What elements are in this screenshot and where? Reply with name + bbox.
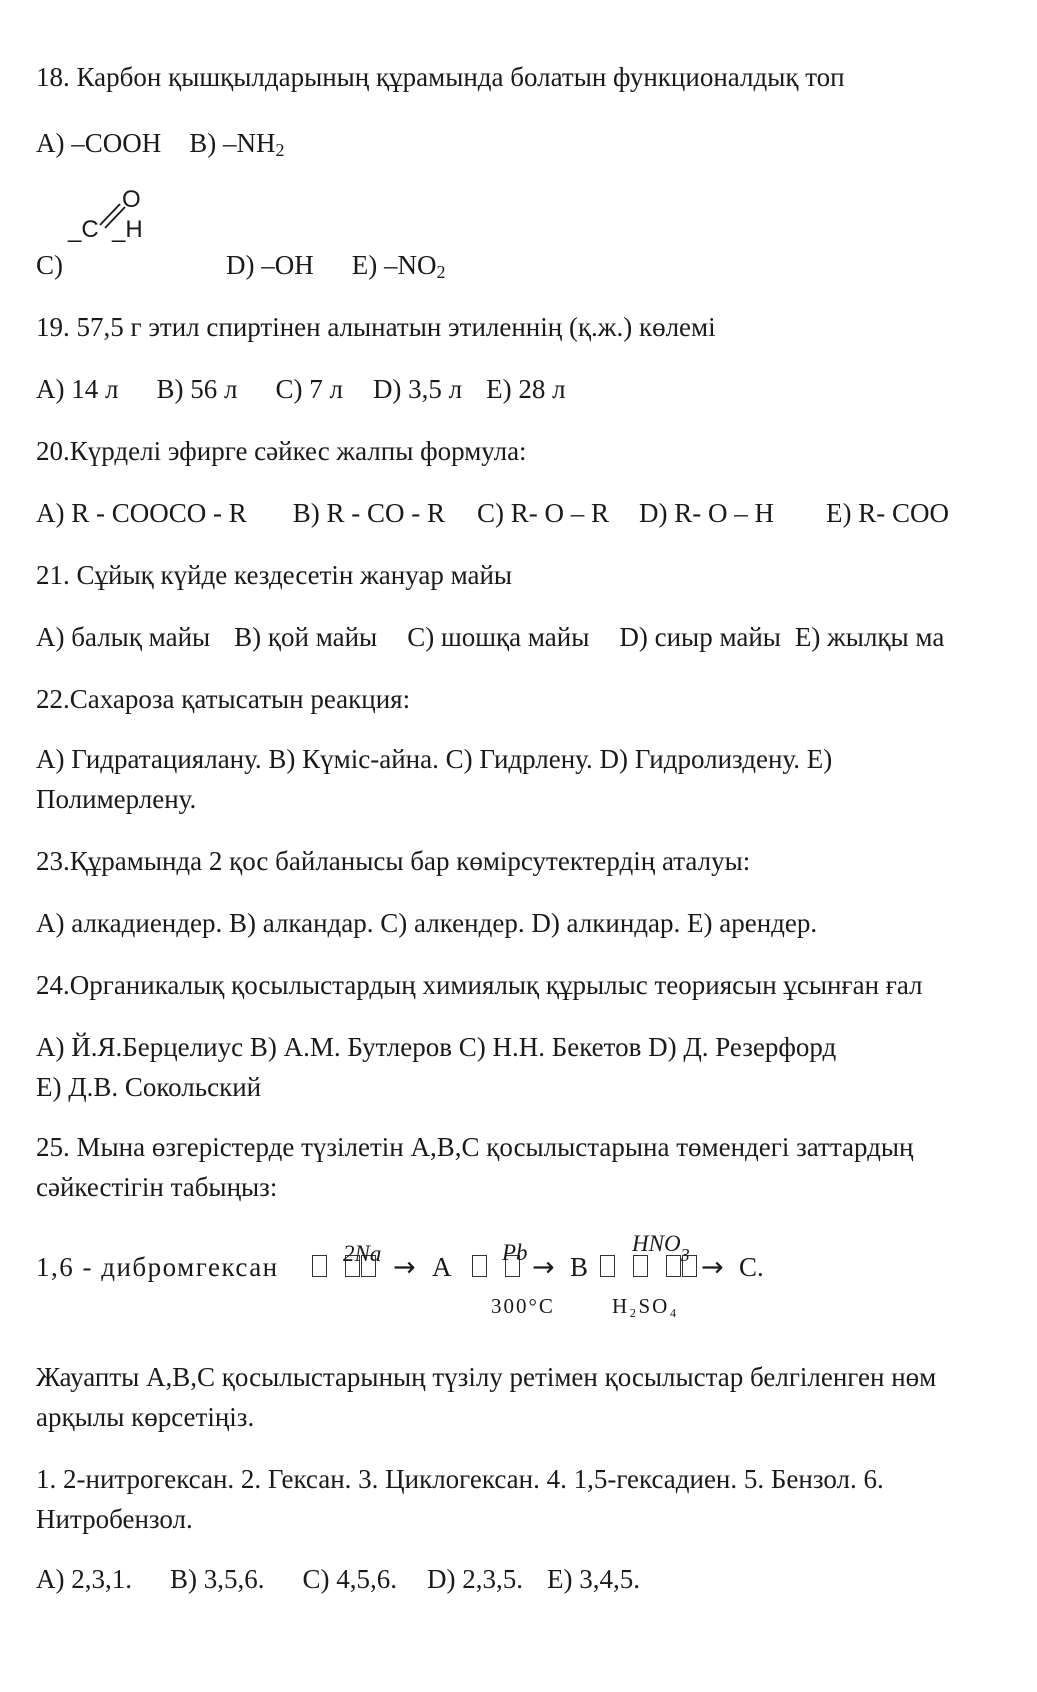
q19-options [36, 376, 566, 403]
q25-answer-line1: Жауапты A,B,C қосылыстарының түзілу ретімен қосылыстар белгіленген нөм [36, 1362, 937, 1392]
aldehyde-o: O [122, 186, 141, 213]
q19-option-e: E) 28 л [486, 374, 566, 404]
q25-option-a: A) 2,3,1. [36, 1564, 132, 1594]
aldehyde-c: _C [68, 216, 99, 243]
scheme-reagent-3-top [632, 1232, 690, 1264]
reaction-arrow-1: → [393, 1252, 416, 1283]
q25-option-b: B) 3,5,6. [170, 1564, 265, 1594]
missing-glyph-box [312, 1255, 327, 1277]
q23-question: 23.Құрамында 2 қос байланысы бар көмірсутектердің аталуы: [36, 846, 751, 876]
scheme-start: 1,6 - дибромгексан [36, 1252, 279, 1282]
reaction-arrow-2: → [532, 1252, 555, 1283]
q24-options-line2: E) Д.В. Сокольский [36, 1072, 262, 1102]
q24-question: 24.Органикалық қосылыстардың химиялық құрылыс теориясын ұсынған ғал [36, 970, 923, 1000]
q20-question: 20.Күрделі эфирге сәйкес жалпы формула: [36, 436, 527, 466]
scheme-condition-3: H₂SO₄ [612, 1294, 679, 1318]
q25-list-line2: Нитробензол. [36, 1504, 193, 1534]
q19-option-c: C) 7 л [275, 374, 343, 404]
q18-option-b-sub: 2 [275, 140, 285, 160]
scheme-reagent-2: Pb [502, 1240, 528, 1265]
q20-options [36, 500, 949, 527]
q22-options-line2: Полимерлену. [36, 784, 197, 814]
missing-glyph-box [472, 1255, 487, 1277]
q20-option-d: D) R- O – H [639, 498, 775, 528]
scheme-product-c: C. [739, 1252, 764, 1282]
scheme-reagent-1: 2Na [343, 1241, 382, 1266]
q25-question-line2: сәйкестігін табыңыз: [36, 1172, 278, 1202]
q25-answer-line2: арқылы көрсетіңіз. [36, 1402, 255, 1432]
q18-option-d: D) –OH [226, 250, 314, 280]
q18-option-c: C) [36, 250, 63, 280]
q18-options-row2 [226, 252, 445, 281]
q18-option-b [189, 128, 284, 158]
q18-options-row1 [36, 130, 285, 159]
q18-option-a: A) –COOH [36, 128, 162, 158]
scheme-product-a: A [432, 1252, 452, 1282]
q21-option-c: C) шошқа майы [407, 622, 590, 652]
q19-option-d: D) 3,5 л [372, 374, 463, 404]
q24-options-line1: A) Й.Я.Берцелиус B) А.М. Бутлеров C) Н.Н. Бекетов D) Д. Резерфорд [36, 1032, 837, 1062]
q25-question-line1: 25. Мына өзгерістерде түзілетін A,B,C қосылыстарына төмендегі заттардың [36, 1132, 914, 1162]
aldehyde-structure [66, 188, 166, 258]
q25-option-e: E) 3,4,5. [547, 1564, 640, 1594]
q20-option-c: C) R- O – R [477, 498, 610, 528]
aldehyde-h: _H [112, 216, 143, 243]
scheme-reagent-3-text: HNO [632, 1231, 681, 1256]
q18-question: 18. Карбон қышқылдарының құрамында болатын функционалдық топ [36, 62, 845, 92]
q23-options: A) алкадиендер. B) алкандар. C) алкендер. D) алкиндар. E) арендер. [36, 908, 818, 938]
q18-option-e [352, 250, 446, 280]
q19-question: 19. 57,5 г этил спиртінен алынатын этиленнің (қ.ж.) көлемі [36, 312, 716, 342]
q21-option-a: A) балық майы [36, 622, 211, 652]
q19-option-b: B) 56 л [156, 374, 238, 404]
q21-options [36, 624, 944, 651]
scheme-reagent-3-sub: 3 [680, 1245, 690, 1265]
q21-option-d: D) сиыр майы [619, 622, 781, 652]
missing-glyph-box [600, 1255, 615, 1277]
q20-option-a: A) R - COOCO - R [36, 498, 247, 528]
q18-option-b-text: B) –NH [189, 128, 276, 158]
scheme-product-b: B [570, 1252, 589, 1282]
q20-option-e: E) R- COO [826, 498, 950, 528]
q21-question: 21. Сұйық күйде кездесетін жануар майы [36, 560, 513, 590]
q18-option-e-sub: 2 [436, 262, 446, 282]
q25-option-d: D) 2,3,5. [427, 1564, 523, 1594]
q18-option-e-text: E) –NO [351, 250, 437, 280]
reaction-arrow-3: → [701, 1252, 724, 1283]
q21-option-b: B) қой майы [234, 622, 378, 652]
scheme-condition-2: 300°C [491, 1294, 555, 1318]
q22-options-line1: A) Гидратациялану. B) Күміс-айна. C) Гидрлену. D) Гидролиздену. E) [36, 744, 833, 774]
q21-option-e: E) жылқы ма [794, 622, 945, 652]
q25-list-line1: 1. 2-нитрогексан. 2. Гексан. 3. Циклогексан. 4. 1,5-гексадиен. 5. Бензол. 6. [36, 1464, 884, 1494]
q22-question: 22.Сахароза қатысатын реакция: [36, 684, 411, 714]
q25-options [36, 1566, 640, 1593]
q19-option-a: A) 14 л [36, 374, 119, 404]
q25-option-c: C) 4,5,6. [302, 1564, 397, 1594]
q20-option-b: B) R - CO - R [292, 498, 446, 528]
